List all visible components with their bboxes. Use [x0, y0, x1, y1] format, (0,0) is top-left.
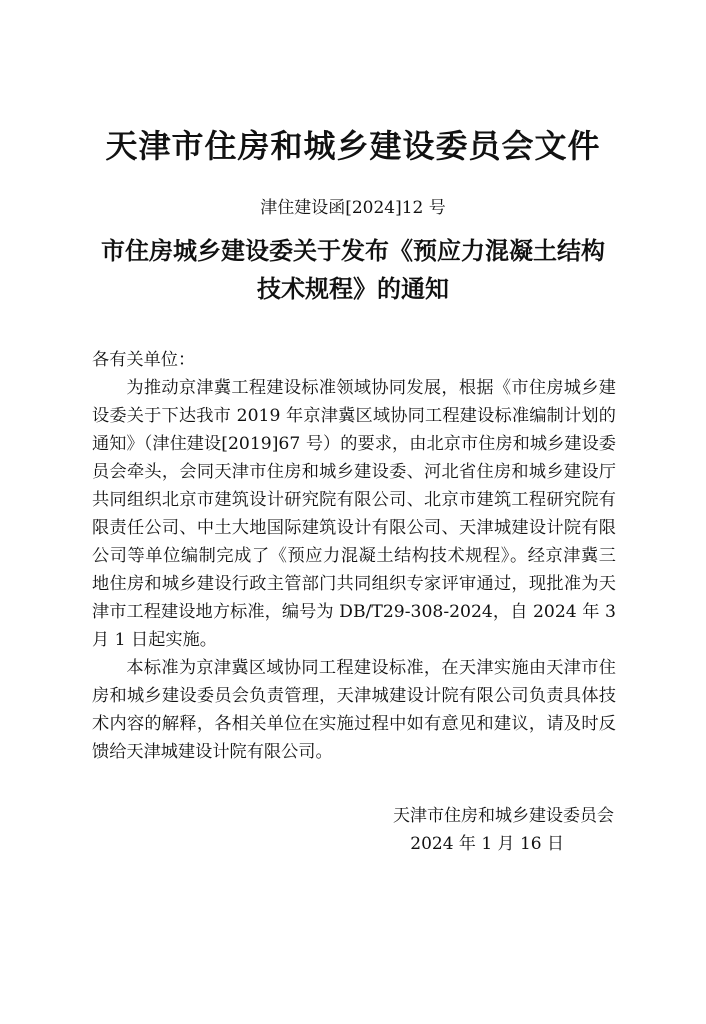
signature-block	[393, 802, 614, 858]
document-header-title: 天津市住房和城乡建设委员会文件	[105, 127, 601, 165]
document-title-line-2: 技术规程》的通知	[257, 274, 449, 303]
document-title-line-1: 市住房城乡建设委关于发布《预应力混凝土结构	[101, 236, 605, 265]
issue-date: 2024 年 1 月 16 日	[410, 834, 564, 854]
body-paragraph-1: 为推动京津冀工程建设标准领域协同发展，根据《市住房城乡建设委关于下达我市 2019 年京津冀区域协同工程建设标准编制计划的通知》（津住建设[2019]67 号）的要求，由北京市住房和城乡建设委员会牵头，会同天津市住房和城乡建设委、河北省住房和城乡建设厅共同组织北京市建筑设计研究院有限公司、北京市建筑工程研究院有限责任公司、中土大地国际建筑设计有限公司、天津城建设计院有限公司等单位编制完成了《预应力混凝土结构技术规程》。经京津冀三地住房和城乡建设行政主管部门共同组织专家评审通过，现批准为天津市工程建设地方标准，编号为 DB/T29-308-2024，自 2024 年 3 月 1 日起实施。	[92, 378, 616, 650]
issuer-name: 天津市住房和城乡建设委员会	[393, 806, 614, 826]
body-paragraph-2: 本标准为京津冀区域协同工程建设标准，在天津实施由天津市住房和城乡建设委员会负责管理，天津城建设计院有限公司负责具体技术内容的解释，各相关单位在实施过程中如有意见和建议，请及时反馈给天津城建设计院有限公司。	[92, 658, 616, 762]
document-body	[92, 346, 616, 766]
salutation: 各有关单位：	[92, 350, 196, 370]
document-number: 津住建设函[2024]12 号	[260, 198, 446, 218]
document-title	[70, 232, 636, 308]
